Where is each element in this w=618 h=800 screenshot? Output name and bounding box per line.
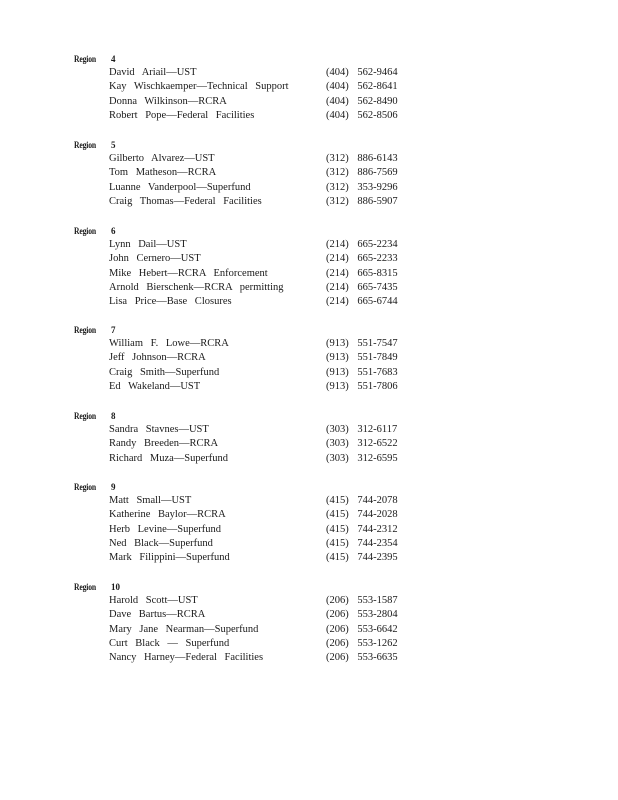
contact-name: Curt Black — Superfund xyxy=(109,637,230,649)
contact-name: Kay Wischkaemper—Technical Support xyxy=(109,81,289,93)
contact-phone: (913) 551-7806 xyxy=(326,380,398,392)
contact-phone: (214) 665-2233 xyxy=(326,253,398,265)
region-number: 8 xyxy=(111,411,116,421)
contact-row xyxy=(0,637,618,651)
contact-phone: (303) 312-6117 xyxy=(326,424,398,435)
contact-name: Mike Hebert—RCRA Enforcement xyxy=(109,267,268,279)
contact-phone: (415) 744-2028 xyxy=(326,509,398,521)
contact-row xyxy=(0,351,618,365)
region-number: 7 xyxy=(111,325,116,335)
contact-row xyxy=(0,608,618,622)
contact-phone: (913) 551-7683 xyxy=(326,366,398,378)
contact-name: Ned Black—Superfund xyxy=(109,537,213,549)
region-number: 10 xyxy=(111,582,120,592)
contact-row xyxy=(0,551,618,565)
contact-name: Ed Wakeland—UST xyxy=(109,380,201,392)
contact-phone: (312) 886-7569 xyxy=(326,167,398,179)
contact-phone: (214) 665-6744 xyxy=(326,296,398,308)
contact-row xyxy=(0,437,618,451)
contact-name: Donna Wilkinson—RCRA xyxy=(109,95,227,107)
contact-name: Herb Levine—Superfund xyxy=(109,523,222,535)
contact-name: David Ariail—UST xyxy=(109,67,197,78)
contact-phone: (214) 665-8315 xyxy=(326,267,398,279)
contact-phone: (206) 553-6635 xyxy=(326,652,398,664)
contact-name: Randy Breeden—RCRA xyxy=(109,438,219,450)
contact-name: Craig Thomas—Federal Facilities xyxy=(109,195,262,207)
region-number: 5 xyxy=(111,140,116,150)
contact-phone: (312) 353-9296 xyxy=(326,181,398,193)
region-label: Region xyxy=(74,325,96,335)
contact-phone: (913) 551-7547 xyxy=(326,338,398,349)
contact-row xyxy=(0,295,618,309)
region-number: 9 xyxy=(111,482,116,492)
contact-row xyxy=(0,267,618,281)
contact-name: Richard Muza—Superfund xyxy=(109,452,229,464)
contact-name: Jeff Johnson—RCRA xyxy=(109,352,206,364)
contact-phone: (303) 312-6595 xyxy=(326,452,398,464)
contact-phone: (404) 562-9464 xyxy=(326,67,398,78)
contact-row xyxy=(0,152,618,166)
contact-row xyxy=(0,252,618,266)
contact-name: Gilberto Alvarez—UST xyxy=(109,153,215,164)
contact-phone: (206) 553-6642 xyxy=(326,623,398,635)
contact-phone: (913) 551-7849 xyxy=(326,352,398,364)
region-label: Region xyxy=(74,482,96,492)
contact-row xyxy=(0,195,618,209)
region-label: Region xyxy=(74,411,96,421)
contact-row xyxy=(0,651,618,665)
region-label: Region xyxy=(74,54,96,64)
contact-name: Mark Filippini—Superfund xyxy=(109,552,230,564)
contact-row xyxy=(0,423,618,437)
region-label: Region xyxy=(74,226,96,236)
contact-name: Matt Small—UST xyxy=(109,495,192,506)
contact-name: Harold Scott—UST xyxy=(109,595,198,606)
contact-name: Robert Pope—Federal Facilities xyxy=(109,109,255,121)
contact-row xyxy=(0,281,618,295)
region-block xyxy=(0,140,618,213)
contact-phone: (214) 665-7435 xyxy=(326,281,398,293)
contact-name: Mary Jane Nearman—Superfund xyxy=(109,623,259,635)
contact-phone: (415) 744-2354 xyxy=(326,537,398,549)
contact-row xyxy=(0,523,618,537)
contact-phone: (404) 562-8506 xyxy=(326,109,398,121)
region-number: 6 xyxy=(111,226,116,236)
contact-name: Nancy Harney—Federal Facilities xyxy=(109,652,264,664)
contact-name: Tom Matheson—RCRA xyxy=(109,167,217,179)
region-block xyxy=(0,411,618,470)
contact-phone: (303) 312-6522 xyxy=(326,438,398,450)
contact-phone: (312) 886-5907 xyxy=(326,195,398,207)
contact-row xyxy=(0,452,618,466)
contact-phone: (404) 562-8490 xyxy=(326,95,398,107)
contact-row xyxy=(0,623,618,637)
contact-row xyxy=(0,508,618,522)
contact-row xyxy=(0,537,618,551)
contact-phone: (206) 553-2804 xyxy=(326,609,398,621)
contact-phone: (415) 744-2395 xyxy=(326,552,398,564)
contact-phone: (206) 553-1262 xyxy=(326,637,398,649)
contact-row xyxy=(0,80,618,94)
contact-phone: (206) 553-1587 xyxy=(326,595,398,606)
contact-phone: (415) 744-2312 xyxy=(326,523,398,535)
contact-name: William F. Lowe—RCRA xyxy=(109,338,229,349)
contact-row xyxy=(0,494,618,508)
region-block xyxy=(0,325,618,398)
region-block xyxy=(0,482,618,570)
contact-row xyxy=(0,109,618,123)
contact-row xyxy=(0,166,618,180)
region-label: Region xyxy=(74,140,96,150)
contact-name: Luanne Vanderpool—Superfund xyxy=(109,181,251,193)
contact-row xyxy=(0,238,618,252)
region-block xyxy=(0,226,618,314)
contact-row xyxy=(0,366,618,380)
contact-row xyxy=(0,181,618,195)
contact-name: Sandra Stavnes—UST xyxy=(109,424,209,435)
region-block xyxy=(0,54,618,127)
contact-row xyxy=(0,380,618,394)
region-number: 4 xyxy=(111,54,116,64)
contact-phone: (415) 744-2078 xyxy=(326,495,398,506)
contact-row xyxy=(0,594,618,608)
contact-name: Lynn Dail—UST xyxy=(109,239,187,250)
region-label: Region xyxy=(74,582,96,592)
contact-name: Katherine Baylor—RCRA xyxy=(109,509,226,521)
contact-row xyxy=(0,95,618,109)
contact-name: Lisa Price—Base Closures xyxy=(109,296,232,308)
contact-name: Dave Bartus—RCRA xyxy=(109,609,206,621)
contact-name: John Cernero—UST xyxy=(109,253,201,265)
contact-phone: (312) 886-6143 xyxy=(326,153,398,164)
contact-phone: (404) 562-8641 xyxy=(326,81,398,93)
contact-row xyxy=(0,337,618,351)
contact-name: Craig Smith—Superfund xyxy=(109,366,220,378)
contact-name: Arnold Bierschenk—RCRA permitting xyxy=(109,281,284,293)
contact-phone: (214) 665-2234 xyxy=(326,239,398,250)
contact-row xyxy=(0,66,618,80)
region-block xyxy=(0,582,618,670)
